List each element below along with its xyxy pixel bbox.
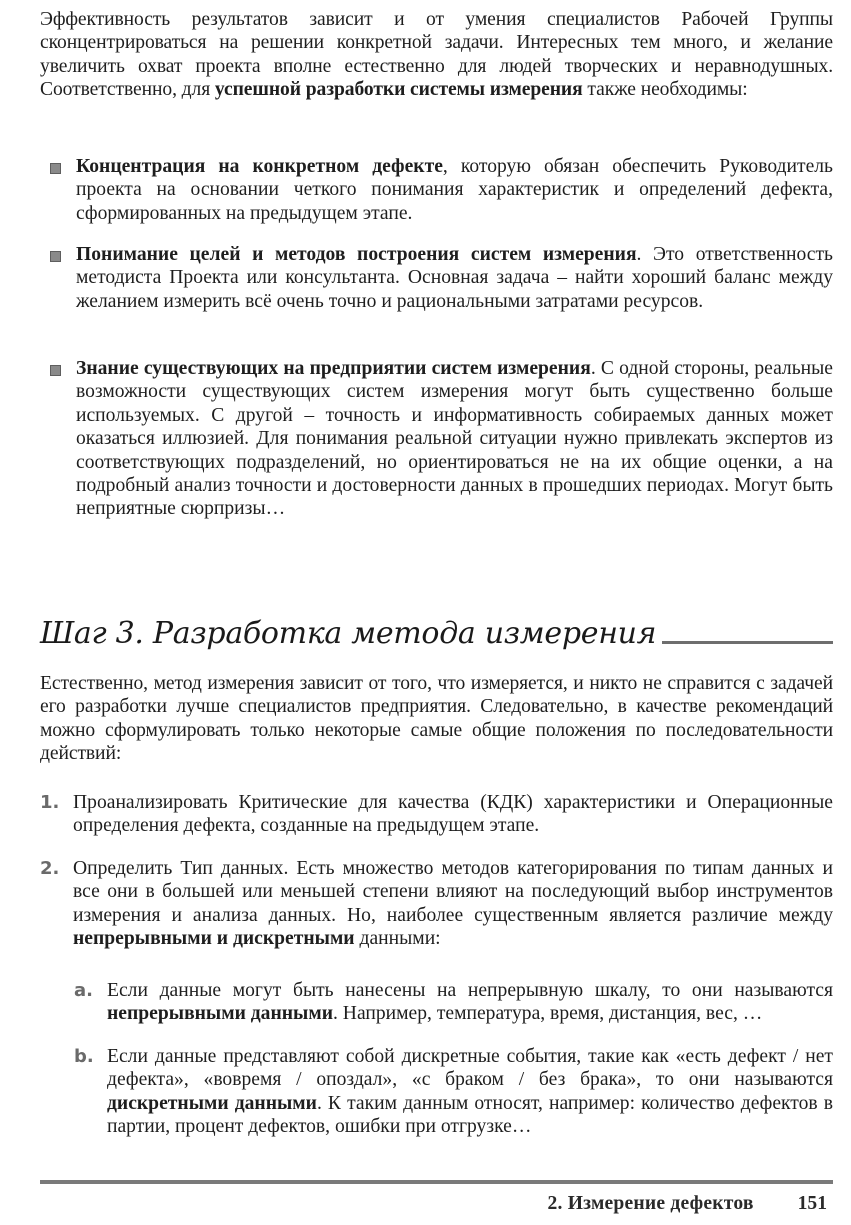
intro-paragraph <box>40 8 833 102</box>
item-bold-text: непрерывными данными <box>107 1003 333 1025</box>
item-bold-text: дискретными данными <box>107 1092 317 1114</box>
intro-bold-text: успешной разработки системы измерения <box>214 79 583 101</box>
step-intro-paragraph <box>40 672 833 766</box>
square-bullet-icon <box>50 163 61 174</box>
item-letter: b. <box>74 1046 94 1067</box>
square-bullet-icon <box>50 365 61 376</box>
heading-text: Шаг 3. Разработка метода измерения <box>40 616 657 651</box>
item-tail-text: . Например, температура, время, дистанция, вес, … <box>333 1003 763 1025</box>
item-text: Определить Тип данных. Есть множество методов категорирования по типам данных и все они в большей или меньшей степени влияют на последующий выбор инструментов измерения и анализа данных. Но, наиболее существенным является различие между <box>73 858 833 926</box>
intro-tail-text: также необходимы: <box>582 79 748 101</box>
item-text: Если данные могут быть нанесены на непрерывную шкалу, то они называются <box>107 980 833 1001</box>
bullet-text: . С одной стороны, реальные возможности существующих систем измерения могут быть существенно больше используемых. С другой – точность и информативность собираемых данных может оказаться иллюзией. Для понимания реальной ситуации нужно привлекать экспертов из соответствующих подразделений, но ориентироваться не на их общие оценки, а на подробный анализ точности и достоверности данных в прошедших периодах. Могут быть неприятные сюрпризы… <box>76 358 833 520</box>
item-number: 1. <box>40 792 60 813</box>
intro-text: Эффективность результатов зависит и от умения специалистов Рабочей Группы сконцентрироваться на решении конкретной задачи. Интересных тем много, и желание увеличить охват проекта вполне естественно для людей творческих и неравнодушных. Соответственно, для <box>40 9 833 101</box>
bullet-text: , которую обязан обеспечить Руководитель проекта на основании четкого понимания характеристик и определений дефекта, сформированных на предыдущем этапе. <box>76 156 833 224</box>
bullet-bold-text: Понимание целей и методов построения систем измерения <box>76 244 637 265</box>
list-item <box>40 357 833 521</box>
item-tail-text: данными: <box>354 928 441 950</box>
bullet-text: . Это ответственность методиста Проекта или консультанта. Основная задача – найти хороший баланс между желанием измерить всё очень точно и рациональными затратами ресурсов. <box>76 244 833 312</box>
item-text: Проанализировать Критические для качества (КДК) характеристики и Операционные определения дефекта, созданные на предыдущем этапе. <box>73 792 833 837</box>
item-text: Если данные представляют собой дискретные события, такие как «есть дефект / нет дефекта», «вовремя / опоздал», «с браком / без брака», то они называются <box>107 1046 833 1091</box>
footer-rule <box>40 1180 833 1184</box>
footer-section-title: 2. Измерение дефектов <box>547 1193 754 1214</box>
square-bullet-icon <box>50 251 61 262</box>
bullet-bold-text: Знание существующих на предприятии систем измерения <box>76 358 591 379</box>
sub-list-item <box>74 979 833 1026</box>
sub-list-item <box>74 1045 833 1139</box>
step-intro-text: Естественно, метод измерения зависит от того, что измеряется, и никто не справится с задачей его разработки лучше специалистов предприятия. Следовательно, в качестве рекомендаций можно сформулировать только некоторые самые общие положения по последовательности действий: <box>40 673 833 765</box>
item-tail-text: . К таким данным относят, например: количество дефектов в партии, процент дефектов, ошибки при отгрузке… <box>107 1092 833 1138</box>
section-heading <box>40 612 833 652</box>
bullet-bold-text: Концентрация на конкретном дефекте <box>76 156 443 177</box>
item-number: 2. <box>40 858 60 879</box>
list-item <box>40 791 833 838</box>
list-item <box>40 857 833 951</box>
heading-rule <box>662 641 833 644</box>
list-item <box>40 243 833 313</box>
page-number: 151 <box>797 1193 827 1214</box>
item-bold-text: непрерывными и дискретными <box>73 928 355 950</box>
list-item <box>40 155 833 225</box>
page-footer <box>548 1193 827 1221</box>
item-letter: a. <box>74 980 93 1001</box>
